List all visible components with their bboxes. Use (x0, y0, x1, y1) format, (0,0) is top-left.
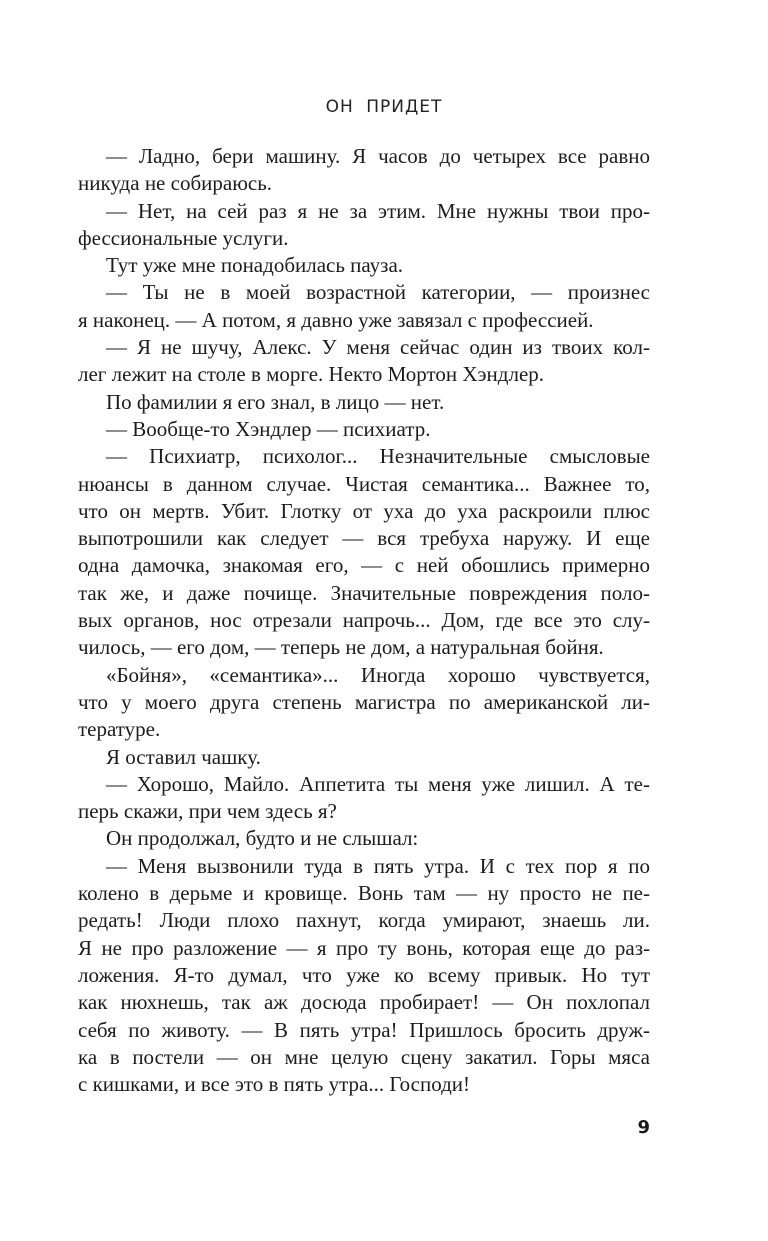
text-line: тературе. (78, 717, 161, 742)
text-line: с кишками, и все это в пять утра... Господи! (78, 1072, 471, 1097)
text-line: ложения. Я-то думал, что уже ко всему привык. Но тут (78, 962, 650, 987)
text-line: что он мертв. Убит. Глотку от уха до уха раскроили плюс (78, 498, 650, 523)
text-line: — Ты не в моей возрастной категории, — произнес (106, 280, 650, 305)
text-line: Я оставил чашку. (106, 744, 261, 769)
text-line: Он продолжал, будто и не слышал: (106, 826, 419, 851)
text-line: я наконец. — А потом, я давно уже завязал с профессией. (78, 307, 594, 332)
text-line: редать! Люди плохо пахнут, когда умирают, знаешь ли. (78, 908, 650, 933)
text-line: чилось, — его дом, — теперь не дом, а натуральная бойня. (78, 635, 604, 660)
text-line: По фамилии я его знал, в лицо — нет. (106, 389, 445, 414)
body-text (78, 143, 650, 1098)
text-line: Я не про разложение — я про ту вонь, которая еще до раз- (78, 935, 650, 960)
text-line: «Бойня», «семантика»... Иногда хорошо чувствуется, (106, 662, 650, 687)
text-line: себя по животу. — В пять утра! Пришлось бросить друж- (78, 1017, 650, 1042)
text-line: выпотрошили как следует — вся требуха наружу. И еще (78, 526, 650, 551)
text-line: нюансы в данном случае. Чистая семантика... Важнее то, (78, 471, 650, 496)
text-line: — Нет, на сей раз я не за этим. Мне нужны твои про- (106, 198, 650, 223)
text-line: как нюхнешь, так аж досюда пробирает! — Он похлопал (78, 990, 650, 1015)
text-line: колено в дерьме и кровище. Вонь там — ну просто не пе- (78, 881, 650, 906)
text-line: — Психиатр, психолог... Незначительные смысловые (106, 444, 650, 469)
text-line: вых органов, нос отрезали напрочь... Дом, где все это слу- (78, 608, 650, 633)
text-line: — Ладно, бери машину. Я часов до четырех все равно (106, 144, 650, 168)
text-line: лег лежит на столе в морге. Некто Мортон Хэндлер. (78, 362, 545, 387)
text-line: перь скажи, при чем здесь я? (78, 799, 337, 824)
running-head: ОН ПРИДЕТ (325, 97, 443, 117)
text-line: никуда не собираюсь. (78, 171, 273, 196)
page-number: 9 (637, 1117, 650, 1138)
text-line: — Вообще-то Хэндлер — психиатр. (106, 416, 431, 441)
text-line: — Меня вызвонили туда в пять утра. И с тех пор я по (106, 853, 650, 878)
text-line: Тут уже мне понадобилась пауза. (106, 253, 404, 278)
text-line: что у моего друга степень магистра по американской ли- (78, 689, 650, 714)
text-line: одна дамочка, знакомая его, — с ней обошлись примерно (78, 553, 650, 578)
text-line: — Я не шучу, Алекс. У меня сейчас один из твоих кол- (106, 335, 650, 360)
text-line: фессиональные услуги. (78, 225, 289, 250)
text-line: так же, и даже почище. Значительные повреждения поло- (78, 580, 650, 605)
text-line: ка в постели — он мне целую сцену закатил. Горы мяса (78, 1044, 650, 1069)
text-line: — Хорошо, Майло. Аппетита ты меня уже лишил. А те- (106, 771, 650, 796)
